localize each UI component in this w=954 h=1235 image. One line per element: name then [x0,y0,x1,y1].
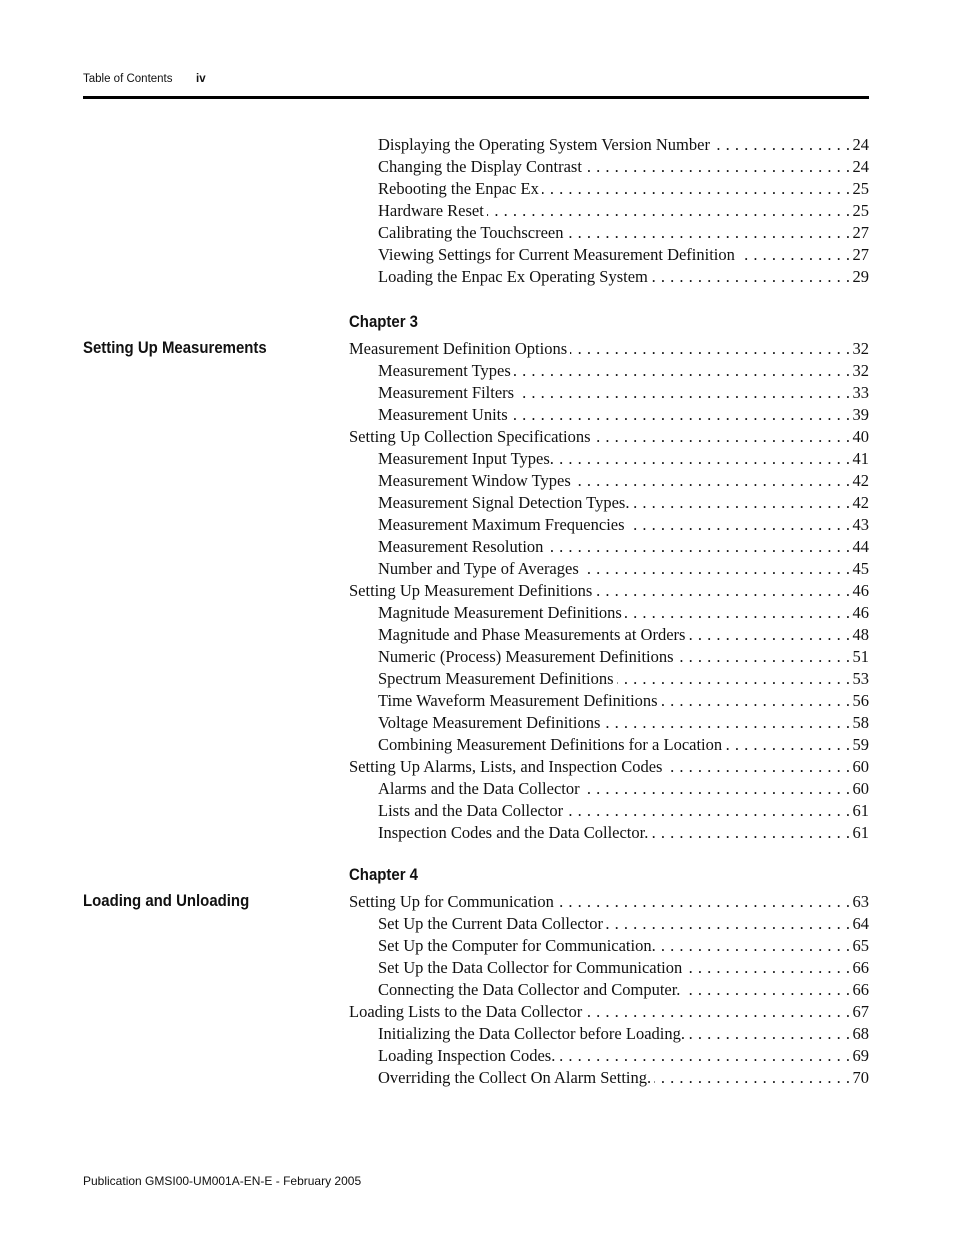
toc-entry-page: 32 [849,360,870,382]
toc-entry-title: Loading Inspection Codes. [378,1046,558,1065]
toc-entry[interactable] [378,266,869,288]
toc-entry[interactable] [378,382,869,404]
toc-entry-page: 42 [849,470,870,492]
toc-entry-title: Setting Up Collection Specifications [349,427,594,446]
toc-entry[interactable] [378,1045,869,1067]
toc-entry-title: Measurement Resolution [378,537,546,556]
toc-entry[interactable] [349,580,869,602]
toc-entry-page: 33 [849,382,870,404]
toc-entry-page: 69 [849,1045,870,1067]
toc-entry[interactable] [349,891,869,913]
toc-entry-page: 27 [849,244,870,266]
running-header [83,73,206,85]
toc-entry[interactable] [378,492,869,514]
toc-entry-page: 53 [849,668,870,690]
toc-entry-title: Initializing the Data Collector before Loading. [378,1024,688,1043]
toc-entry[interactable] [349,426,869,448]
toc-entry-title: Inspection Codes and the Data Collector. [378,823,651,842]
toc-entry-title: Connecting the Data Collector and Computer. [378,980,683,999]
toc-entry-page: 51 [849,646,870,668]
toc-intro-list [349,134,869,288]
toc-entry-page: 48 [849,624,870,646]
toc-entry[interactable] [378,222,869,244]
toc-entry-title: Measurement Types [378,361,514,380]
toc-entry[interactable] [378,668,869,690]
toc-entry-title: Lists and the Data Collector [378,801,566,820]
header-section-title: Table of Contents [83,73,173,85]
toc-entry-page: 59 [849,734,870,756]
toc-entry-title: Time Waveform Measurement Definitions [378,691,661,710]
toc-entry-page: 25 [849,200,870,222]
toc-entry-title: Alarms and the Data Collector [378,779,583,798]
toc-entry[interactable] [378,244,869,266]
toc-entry-title: Combining Measurement Definitions for a Location [378,735,725,754]
toc-entry-title: Measurement Definition Options [349,339,570,358]
toc-entry-page: 58 [849,712,870,734]
toc-entry-page: 25 [849,178,870,200]
toc-entry-page: 60 [849,756,870,778]
toc-entry-title: Viewing Settings for Current Measurement Definition [378,245,738,264]
toc-entry[interactable] [378,646,869,668]
toc-entry[interactable] [378,134,869,156]
toc-entry[interactable] [378,360,869,382]
toc-entry-page: 39 [849,404,870,426]
toc-entry[interactable] [378,734,869,756]
toc-entry-page: 29 [849,266,870,288]
toc-entry-title: Set Up the Computer for Communication. [378,936,659,955]
toc-entry-title: Loading Lists to the Data Collector [349,1002,585,1021]
toc-entry-page: 27 [849,222,870,244]
toc-entry-title: Set Up the Current Data Collector [378,914,606,933]
toc-entry[interactable] [378,1023,869,1045]
toc-entry[interactable] [378,178,869,200]
toc-entry-page: 61 [849,800,870,822]
toc-entry-page: 44 [849,536,870,558]
toc-entry-title: Setting Up Alarms, Lists, and Inspection Codes [349,757,665,776]
toc-entry[interactable] [378,935,869,957]
toc-entry-page: 70 [849,1067,870,1089]
toc-entry-title: Setting Up for Communication [349,892,557,911]
toc-entry-page: 45 [849,558,870,580]
toc-entry-page: 61 [849,822,870,844]
toc-chapter-3-list [349,338,869,844]
header-rule [83,96,869,99]
chapter-4-label: Chapter 4 [349,865,419,884]
toc-entry[interactable] [378,602,869,624]
toc-entry[interactable] [378,624,869,646]
toc-entry-page: 43 [849,514,870,536]
toc-entry-title: Measurement Signal Detection Types. [378,493,632,512]
toc-entry-title: Numeric (Process) Measurement Definitions [378,647,677,666]
toc-entry[interactable] [378,800,869,822]
toc-entry-title: Overriding the Collect On Alarm Setting. [378,1068,654,1087]
toc-entry[interactable] [378,558,869,580]
toc-entry-page: 24 [849,156,870,178]
toc-entry-page: 46 [849,602,870,624]
toc-entry-title: Spectrum Measurement Definitions [378,669,617,688]
toc-entry[interactable] [378,913,869,935]
toc-entry-page: 42 [849,492,870,514]
toc-entry-title: Setting Up Measurement Definitions [349,581,595,600]
toc-entry-title: Set Up the Data Collector for Communication [378,958,685,977]
toc-entry-page: 67 [849,1001,870,1023]
toc-entry-page: 46 [849,580,870,602]
toc-entry-title: Rebooting the Enpac Ex [378,179,542,198]
toc-entry-page: 24 [849,134,870,156]
toc-entry[interactable] [349,1001,869,1023]
toc-entry-title: Magnitude and Phase Measurements at Orders [378,625,688,644]
chapter-4-title: Loading and Unloading [83,891,250,910]
toc-entry[interactable] [378,712,869,734]
toc-entry-title: Measurement Input Types. [378,449,557,468]
toc-entry-page: 63 [849,891,870,913]
toc-entry-page: 66 [849,957,870,979]
toc-entry[interactable] [349,338,869,360]
publication-footer: Publication GMSI00-UM001A-EN-E - February 2005 [83,1174,362,1188]
toc-entry[interactable] [378,448,869,470]
toc-entry[interactable] [378,404,869,426]
toc-entry-title: Number and Type of Averages [378,559,582,578]
toc-entry[interactable] [378,690,869,712]
toc-entry-page: 66 [849,979,870,1001]
toc-entry[interactable] [378,979,869,1001]
toc-entry[interactable] [378,200,869,222]
toc-entry[interactable] [378,514,869,536]
toc-entry-page: 64 [849,913,870,935]
toc-entry[interactable] [378,156,869,178]
toc-chapter-4-list [349,891,869,1089]
toc-entry-page: 32 [849,338,870,360]
toc-entry[interactable] [378,1067,869,1089]
toc-entry-title: Measurement Maximum Frequencies [378,515,628,534]
toc-entry-title: Measurement Filters [378,383,517,402]
toc-entry-title: Measurement Window Types [378,471,574,490]
toc-entry[interactable] [378,778,869,800]
toc-entry-page: 60 [849,778,870,800]
header-page-number: iv [196,73,206,85]
toc-entry[interactable] [378,536,869,558]
chapter-3-title: Setting Up Measurements [83,338,267,357]
toc-entry-page: 41 [849,448,870,470]
toc-entry[interactable] [378,470,869,492]
toc-entry-title: Hardware Reset [378,201,487,220]
toc-entry-page: 56 [849,690,870,712]
chapter-3-label: Chapter 3 [349,312,419,331]
toc-entry[interactable] [378,957,869,979]
toc-entry-title: Displaying the Operating System Version Number [378,135,713,154]
toc-entry[interactable] [378,822,869,844]
toc-entry-page: 68 [849,1023,870,1045]
toc-entry-title: Magnitude Measurement Definitions [378,603,625,622]
toc-entry-title: Voltage Measurement Definitions [378,713,603,732]
toc-entry-title: Changing the Display Contrast [378,157,585,176]
toc-entry-title: Measurement Units [378,405,511,424]
toc-entry-page: 40 [849,426,870,448]
toc-entry-page: 65 [849,935,870,957]
toc-entry-title: Calibrating the Touchscreen [378,223,566,242]
toc-entry-title: Loading the Enpac Ex Operating System [378,267,651,286]
toc-entry[interactable] [349,756,869,778]
